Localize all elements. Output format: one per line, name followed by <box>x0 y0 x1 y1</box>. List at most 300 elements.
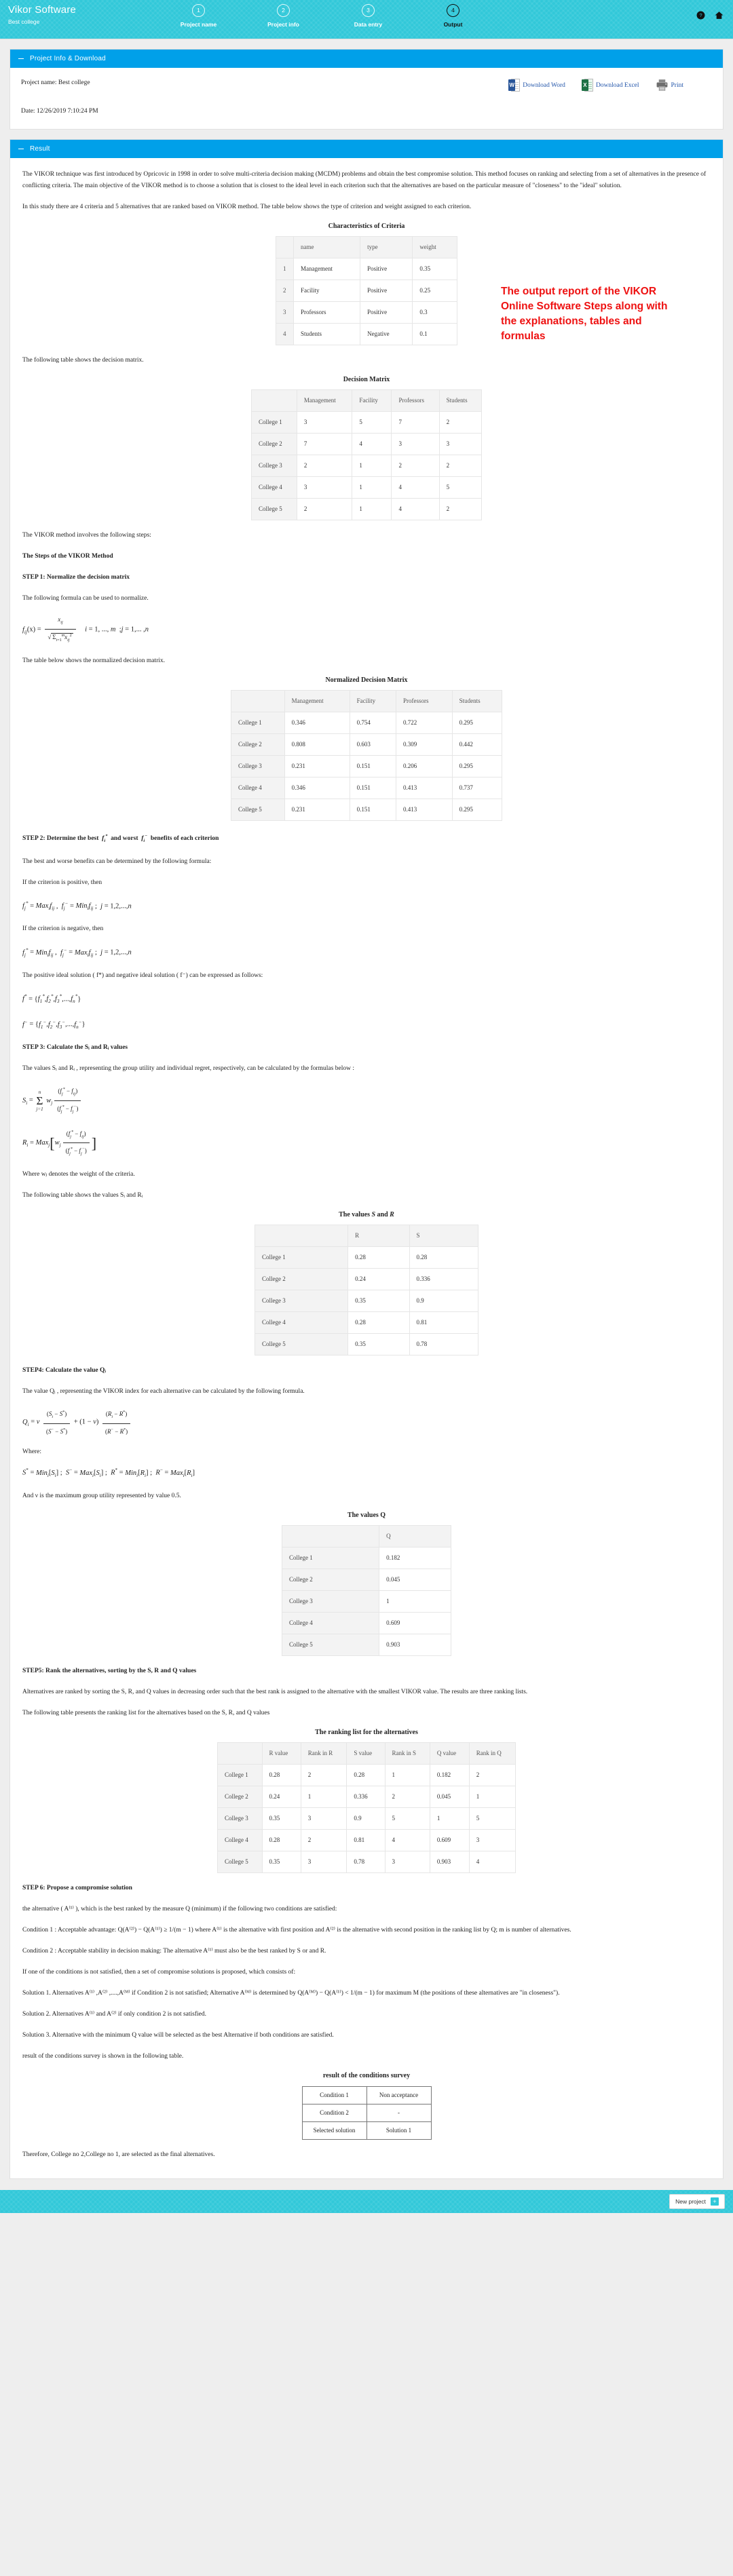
table-row <box>218 1764 516 1786</box>
criteria-col-type: type <box>360 237 413 258</box>
table-row <box>276 302 457 324</box>
project-info-panel-body <box>10 68 723 129</box>
rank-col-0 <box>218 1742 263 1764</box>
step-project-info[interactable] <box>241 4 326 28</box>
rank-col-q-value: Q value <box>430 1742 469 1764</box>
table-header-row <box>218 1742 516 1764</box>
dm-col-4: Students <box>439 390 481 412</box>
cell: 0.3 <box>413 302 457 324</box>
cell: Positive <box>360 258 413 280</box>
cell: 0.25 <box>413 280 457 302</box>
cell: 0.9 <box>409 1290 478 1312</box>
cell: 4 <box>469 1851 515 1872</box>
q-table-title: The values Q <box>347 1511 386 1519</box>
cell: 0.151 <box>350 799 396 820</box>
app-header <box>0 0 733 39</box>
step-3-number: 3 <box>362 4 375 17</box>
row-label: College 4 <box>282 1612 379 1634</box>
cell: Management <box>294 258 360 280</box>
step2-text2: If the criterion is positive, then <box>22 879 102 886</box>
table-row <box>282 1612 451 1634</box>
step2-heading-pre: STEP 2: Determine the best <box>22 834 99 842</box>
formula-positive-criterion: $f_j^* = Max_if_{ij}$ , $f_j^- = Min_if_{ij}$ ; j = 1,2,...,n <box>22 900 132 912</box>
steps-heading: The Steps of the VIKOR Method <box>22 553 113 560</box>
cell: 2 <box>385 1786 430 1807</box>
cell: 0.35 <box>348 1290 409 1312</box>
table-row <box>231 799 502 820</box>
cell: 0.28 <box>409 1247 478 1269</box>
solution-3-text: Solution 3. Alternative with the minimum Q value will be selected as the best Alternative if both conditions are satisfied. <box>22 2031 334 2039</box>
row-label: College 1 <box>218 1764 263 1786</box>
formula-si: $S_i$ = n Σ j=1 $w_j$ $\frac{(f_j^* - f_{ij})}{(f_j^* - f_j^-)}$ <box>22 1084 711 1117</box>
cell: Condition 1 <box>302 2086 366 2104</box>
table-row <box>231 755 502 777</box>
cell: 0.346 <box>284 712 350 733</box>
cell: 2 <box>439 412 481 434</box>
cell: 2 <box>297 455 352 477</box>
step1-text: The following formula can be used to normalize. <box>22 595 149 602</box>
cell: 5 <box>385 1807 430 1829</box>
norm-col-0 <box>231 690 285 712</box>
norm-col-2: Facility <box>350 690 396 712</box>
download-word-button[interactable] <box>508 79 565 92</box>
table-row <box>255 1247 478 1269</box>
step-project-name[interactable] <box>156 4 241 28</box>
word-icon: W <box>508 79 520 92</box>
table-row <box>231 733 502 755</box>
cell: 0.346 <box>284 777 350 799</box>
app-footer <box>0 2190 733 2213</box>
row-label: College 3 <box>255 1290 348 1312</box>
cell: 0.28 <box>348 1247 409 1269</box>
printer-icon <box>656 79 669 92</box>
table-row <box>231 712 502 733</box>
cell: Positive <box>360 302 413 324</box>
step3-text3: The following table shows the values Sᵢ and Rᵢ <box>22 1192 143 1199</box>
criteria-table-title: Characteristics of Criteria <box>328 223 405 230</box>
intro-paragraph-2: In this study there are 4 criteria and 5 alternatives that are ranked based on VIKOR method. The table below shows the type of criterion and weight assigned to each criterion. <box>22 204 472 210</box>
cell: 1 <box>352 477 392 499</box>
cell: 0.28 <box>347 1764 385 1786</box>
cell: 0.78 <box>347 1851 385 1872</box>
cell: Positive <box>360 280 413 302</box>
new-project-button[interactable] <box>669 2194 725 2209</box>
cell: Facility <box>294 280 360 302</box>
cell: 2 <box>439 499 481 520</box>
step2-text4: The positive ideal solution ( f*) and negative ideal solution ( f⁻) can be expressed as follows: <box>22 972 263 979</box>
cell: 1 <box>352 455 392 477</box>
cell: 2 <box>276 280 294 302</box>
step4-heading: STEP4: Calculate the value Qᵢ <box>22 1367 107 1374</box>
row-label: College 5 <box>255 1334 348 1356</box>
table-row <box>255 1334 478 1356</box>
row-label: College 1 <box>231 712 285 733</box>
step2-heading: STEP 2: Determine the best $f_i^*$ and worst $f_i^-$ benefits of each criterion <box>22 833 219 843</box>
cell: 0.903 <box>430 1851 469 1872</box>
formula-normalize: $f_{ij}(x)$ = $\frac{x_{ij}}{√ \Sigma_{i=1}^mx_{ij}^2}$ i = 1, ..., m ;j = 1,... ,n <box>22 614 711 646</box>
condition-2-text: Condition 2 : Acceptable stability in decision making: The alternative A⁽¹⁾ must also be the best ranked by S or and R. <box>22 1947 326 1955</box>
cell: 0.28 <box>262 1829 301 1851</box>
step-4-label: Output <box>443 21 463 28</box>
new-project-label: New project <box>675 2197 706 2205</box>
table-row <box>231 777 502 799</box>
cell: 2 <box>392 455 439 477</box>
download-excel-label: Download Excel <box>595 81 639 89</box>
sr-col-s: S <box>409 1225 478 1247</box>
cell: 0.603 <box>350 733 396 755</box>
formula-negative-criterion: $f_j^* = Min_if_{ij}$ , $f_j^- = Max_if_{ij}$ ; j = 1,2,...,n <box>22 947 132 958</box>
dm-col-0 <box>252 390 297 412</box>
step-output[interactable] <box>411 4 495 28</box>
cell: 3 <box>469 1829 515 1851</box>
survey-intro: result of the conditions survey is shown in the following table. <box>22 2052 184 2060</box>
help-icon[interactable] <box>696 11 705 20</box>
cell: 0.442 <box>452 733 502 755</box>
row-label: College 2 <box>231 733 285 755</box>
table-row <box>282 1569 451 1590</box>
table-header-row <box>231 690 502 712</box>
cell: 5 <box>439 477 481 499</box>
project-info-panel <box>10 49 723 130</box>
cell: 0.81 <box>347 1829 385 1851</box>
cell: 0.151 <box>350 755 396 777</box>
decision-matrix-intro: The following table shows the decision matrix. <box>22 357 144 364</box>
step-nav <box>156 0 696 28</box>
cell: 2 <box>301 1829 347 1851</box>
step4-where: Where: <box>22 1448 41 1455</box>
formula-ri: $R_i = Max_j[w_j$ $\frac{(f_j^* - f_{ij})}{(f_j^* - f_j^-)}$ ] <box>22 1127 711 1160</box>
step3-text2: Where wⱼ denotes the weight of the criteria. <box>22 1171 135 1178</box>
step-3-label: Data entry <box>354 21 383 28</box>
conditions-survey-table <box>302 2086 432 2140</box>
table-row <box>218 1829 516 1851</box>
cell: 0.35 <box>348 1334 409 1356</box>
criteria-col-index <box>276 237 294 258</box>
download-word-label: Download Word <box>523 81 565 89</box>
cell: 0.609 <box>430 1829 469 1851</box>
table-row <box>282 1547 451 1569</box>
rank-col-s-value: S value <box>347 1742 385 1764</box>
project-date-line: Date: 12/26/2019 7:10:24 PM <box>21 108 98 115</box>
decision-matrix-title: Decision Matrix <box>343 376 390 383</box>
row-label: College 2 <box>255 1269 348 1290</box>
cell: 0.722 <box>396 712 453 733</box>
cell: 1 <box>352 499 392 520</box>
step6-text1: the alternative ( A⁽¹⁾ ), which is the best ranked by the measure Q (minimum) if the following two conditions are satisfied: <box>22 1905 337 1912</box>
cell: 1 <box>379 1590 451 1612</box>
dm-col-2: Facility <box>352 390 392 412</box>
cell: 0.35 <box>262 1807 301 1829</box>
table-header-row <box>255 1225 478 1247</box>
print-label: Print <box>671 81 683 89</box>
print-button[interactable] <box>656 79 683 92</box>
cell: 1 <box>276 258 294 280</box>
cell: 0.413 <box>396 799 453 820</box>
step3-heading: STEP 3: Calculate the Sᵢ and Rᵢ values <box>22 1044 128 1052</box>
table-row <box>255 1312 478 1334</box>
dm-col-1: Management <box>297 390 352 412</box>
ranking-table <box>217 1742 516 1873</box>
cell: Selected solution <box>302 2121 366 2139</box>
row-label: College 5 <box>282 1634 379 1655</box>
solutions-intro: If one of the conditions is not satisfied, then a set of compromise solutions is proposed, which consists of: <box>22 1968 296 1976</box>
row-label: College 3 <box>252 455 297 477</box>
cell: Solution 1 <box>366 2121 431 2139</box>
criteria-col-name: name <box>294 237 360 258</box>
download-actions <box>508 75 723 92</box>
cell: 0.182 <box>379 1547 451 1569</box>
rank-col-r-value: R value <box>262 1742 301 1764</box>
cell: 3 <box>385 1851 430 1872</box>
row-label: College 4 <box>252 477 297 499</box>
ranking-table-title: The ranking list for the alternatives <box>315 1728 418 1736</box>
collapse-icon[interactable] <box>18 58 24 60</box>
cell: 3 <box>301 1807 347 1829</box>
formula-qi: $Q_i = v$ $\frac{(S_i - S^*)}{(S^- - S^*)}$ + (1 − v) $\frac{(R_i - R^*)}{(R^- - R^*)}$ <box>22 1407 711 1437</box>
formula-negative-ideal-set: $f^- = \{f_1^-,f_2^-,f_3^-,...,f_n^-\}$ <box>22 1019 86 1031</box>
step-data-entry[interactable] <box>326 4 411 28</box>
table-row <box>302 2121 431 2139</box>
result-panel <box>10 139 723 2179</box>
cell: 0.24 <box>348 1269 409 1290</box>
cell: 1 <box>385 1764 430 1786</box>
normalized-matrix-title: Normalized Decision Matrix <box>325 676 408 684</box>
cell: 0.78 <box>409 1334 478 1356</box>
cell: 0.295 <box>452 712 502 733</box>
table-row <box>252 434 482 455</box>
cell: 5 <box>469 1807 515 1829</box>
row-label: College 5 <box>231 799 285 820</box>
cell: 7 <box>392 412 439 434</box>
rank-col-rank-s: Rank in S <box>385 1742 430 1764</box>
row-label: College 1 <box>282 1547 379 1569</box>
row-label: College 1 <box>255 1247 348 1269</box>
download-excel-button[interactable] <box>582 79 639 92</box>
cell: 2 <box>469 1764 515 1786</box>
row-label: College 3 <box>282 1590 379 1612</box>
cell: 0.309 <box>396 733 453 755</box>
table-row <box>252 499 482 520</box>
cell: 0.231 <box>284 799 350 820</box>
table-row <box>302 2086 431 2104</box>
collapse-icon[interactable] <box>18 149 24 150</box>
table-row <box>252 477 482 499</box>
row-label: College 3 <box>231 755 285 777</box>
cell: 0.045 <box>379 1569 451 1590</box>
cell: 0.045 <box>430 1786 469 1807</box>
cell: 0.903 <box>379 1634 451 1655</box>
criteria-table <box>276 236 457 345</box>
cell: 0.754 <box>350 712 396 733</box>
formula-positive-ideal-set: $f^* = \{f_1^*,f_2^*,f_3^*,...,f_n^*\}$ <box>22 993 81 1005</box>
result-panel-title: Result <box>30 145 50 153</box>
plus-icon: + <box>711 2197 719 2206</box>
project-info-row <box>10 75 723 117</box>
table-row <box>218 1851 516 1872</box>
cell: 3 <box>392 434 439 455</box>
cell: 4 <box>352 434 392 455</box>
home-icon[interactable] <box>715 11 723 20</box>
row-label: College 2 <box>282 1569 379 1590</box>
table-row <box>252 412 482 434</box>
step4-text2: And ν is the maximum group utility represented by value 0.5. <box>22 1492 181 1499</box>
table-header-row <box>276 237 457 258</box>
table-row <box>218 1786 516 1807</box>
svg-text:?: ? <box>699 12 702 19</box>
cell: 0.737 <box>452 777 502 799</box>
dm-col-3: Professors <box>392 390 439 412</box>
step1-after-text: The table below shows the normalized decision matrix. <box>22 657 165 664</box>
cell: 0.808 <box>284 733 350 755</box>
cell: 5 <box>352 412 392 434</box>
cell: 4 <box>392 499 439 520</box>
rank-col-rank-r: Rank in R <box>301 1742 347 1764</box>
sr-col-r: R <box>348 1225 409 1247</box>
row-label: College 2 <box>218 1786 263 1807</box>
cell: 4 <box>392 477 439 499</box>
cell: 7 <box>297 434 352 455</box>
table-header-row <box>252 390 482 412</box>
cell: - <box>366 2104 431 2121</box>
cell: 2 <box>297 499 352 520</box>
cell: 0.1 <box>413 324 457 345</box>
solution-2-text: Solution 2. Alternatives A⁽¹⁾ and A⁽²⁾ if only condition 2 is not satisfied. <box>22 2010 206 2018</box>
table-row <box>302 2104 431 2121</box>
cell: Students <box>294 324 360 345</box>
step2-text3: If the criterion is negative, then <box>22 925 104 933</box>
cell: 0.231 <box>284 755 350 777</box>
cell: Negative <box>360 324 413 345</box>
decision-matrix-table <box>251 389 482 520</box>
rank-col-rank-q: Rank in Q <box>469 1742 515 1764</box>
cell: 0.182 <box>430 1764 469 1786</box>
table-row <box>218 1807 516 1829</box>
row-label: College 1 <box>252 412 297 434</box>
normalized-matrix-table <box>231 690 502 821</box>
table-row <box>282 1590 451 1612</box>
brand <box>0 0 156 26</box>
cell: 0.336 <box>347 1786 385 1807</box>
table-row <box>276 280 457 302</box>
project-subtitle: Best college <box>8 18 40 25</box>
table-row <box>276 258 457 280</box>
table-header-row <box>282 1525 451 1547</box>
cell: 2 <box>439 455 481 477</box>
step-1-label: Project name <box>180 21 217 28</box>
cell: 0.81 <box>409 1312 478 1334</box>
solution-1-text: Solution 1. Alternatives A⁽¹⁾ ,A⁽²⁾ ,....,A⁽ᴹ⁾ if Condition 2 is not satisfied; Alternative A⁽ᴹ⁾ is determined by Q(A⁽ᴹ⁾) − Q(A⁽¹⁾) < 1/(m − 1) for maximum M (the positions of these alternatives are "in closeness"). <box>22 1989 560 1997</box>
table-row <box>255 1290 478 1312</box>
cell: Condition 2 <box>302 2104 366 2121</box>
cell: 1 <box>469 1786 515 1807</box>
header-icons <box>696 0 733 20</box>
condition-1-text: Condition 1 : Acceptable advantage: Q(A⁽²⁾) − Q(A⁽¹⁾) ≥ 1/(m − 1) where A⁽¹⁾ is the alternative with first position and A⁽²⁾ is the alternative with second position in the ranking list by Q; m is number of alternatives. <box>22 1926 571 1934</box>
cell: 2 <box>301 1764 347 1786</box>
step5-text1: Alternatives are ranked by sorting the S, R, and Q values in decreasing order such that the best rank is assigned to the alternative with the smallest VIKOR value. The results are three ranking lists. <box>22 1688 528 1695</box>
cell: 0.151 <box>350 777 396 799</box>
project-name-line: Project name: Best college <box>21 79 90 86</box>
step3-text1: The values Sᵢ and Rᵢ , representing the group utility and individual regret, respectively, can be calculated by the formulas below : <box>22 1065 354 1073</box>
cell: 4 <box>276 324 294 345</box>
excel-icon: X <box>582 79 593 92</box>
row-label: College 4 <box>255 1312 348 1334</box>
step-4-number: 4 <box>447 4 459 17</box>
result-panel-body <box>10 158 723 2178</box>
cell: Non acceptance <box>366 2086 431 2104</box>
step-2-label: Project info <box>267 21 299 28</box>
app-title: Vikor Software <box>8 4 77 16</box>
row-label: College 5 <box>218 1851 263 1872</box>
step2-heading-post: benefits of each criterion <box>150 834 219 842</box>
row-label: College 4 <box>231 777 285 799</box>
cell: 0.336 <box>409 1269 478 1290</box>
cell: 0.206 <box>396 755 453 777</box>
sr-col-0 <box>255 1225 348 1247</box>
cell: 3 <box>297 477 352 499</box>
step1-heading: STEP 1: Normalize the decision matrix <box>22 574 130 581</box>
criteria-col-weight: weight <box>413 237 457 258</box>
cell: 0.35 <box>262 1851 301 1872</box>
formula-q-extremes: $S^* = Min_i[S_i]$ ; $S^- = Max_i[S_i]$ ; $R^* = Min_i[R_i]$ ; $R^- = Max_i[R_i]$ <box>22 1467 195 1478</box>
row-label: College 2 <box>252 434 297 455</box>
cell: 4 <box>385 1829 430 1851</box>
cell: Professors <box>294 302 360 324</box>
project-info-text <box>10 75 508 117</box>
cell: 0.295 <box>452 755 502 777</box>
cell: 0.24 <box>262 1786 301 1807</box>
q-col-0 <box>282 1525 379 1547</box>
step5-heading: STEP5: Rank the alternatives, sorting by the S, R and Q values <box>22 1667 197 1674</box>
cell: 1 <box>301 1786 347 1807</box>
cell: 3 <box>439 434 481 455</box>
step2-heading-mid: and worst <box>111 834 138 842</box>
survey-table-title: result of the conditions survey <box>322 2071 411 2079</box>
step6-heading: STEP 6: Propose a compromise solution <box>22 1884 132 1891</box>
project-info-panel-title: Project Info & Download <box>30 55 106 62</box>
cell: 0.28 <box>262 1764 301 1786</box>
cell: 0.35 <box>413 258 457 280</box>
row-label: College 3 <box>218 1807 263 1829</box>
norm-col-4: Students <box>452 690 502 712</box>
cell: 0.609 <box>379 1612 451 1634</box>
cell: 3 <box>297 412 352 434</box>
table-row <box>276 324 457 345</box>
project-info-panel-header[interactable] <box>10 50 723 68</box>
table-row <box>282 1634 451 1655</box>
cell: 0.28 <box>348 1312 409 1334</box>
cell: 3 <box>276 302 294 324</box>
result-panel-header[interactable] <box>10 140 723 158</box>
cell: 1 <box>430 1807 469 1829</box>
table-row <box>252 455 482 477</box>
row-label: College 5 <box>252 499 297 520</box>
step-2-number: 2 <box>277 4 290 17</box>
intro-paragraph-1: The VIKOR technique was first introduced by Opricovic in 1998 in order to solve multi-criteria decision making (MCDM) problems and obtain the best compromise solution. This method focuses on ranking and selecting from a set of alternatives in the presence of conflicting criteria. The main objective of the VIKOR method is to choose a solution that is closest to the ideal level in each criterion such that the alternatives are based on the particular measure of "closeness" to the "ideal" solution. <box>22 171 707 189</box>
norm-col-3: Professors <box>396 690 453 712</box>
sr-table <box>255 1225 478 1356</box>
cell: 0.9 <box>347 1807 385 1829</box>
step5-text2: The following table presents the ranking list for the alternatives based on the S, R, and Q values <box>22 1709 270 1716</box>
step2-text1: The best and worse benefits can be determined by the following formula: <box>22 858 212 865</box>
sr-table-title: The values S and R <box>339 1211 394 1219</box>
annotation-callout: The output report of the VIKOR Online Software Steps along with the explanations, tables and formulas <box>501 286 668 342</box>
step4-text1: The value Qᵢ , representing the VIKOR index for each alternative can be calculated by the following formula. <box>22 1388 305 1396</box>
method-steps-intro: The VIKOR method involves the following steps: <box>22 532 151 539</box>
norm-col-1: Management <box>284 690 350 712</box>
q-col-q: Q <box>379 1525 451 1547</box>
cell: 0.413 <box>396 777 453 799</box>
conclusion-text: Therefore, College no 2,College no 1, are selected as the final alternatives. <box>22 2151 215 2158</box>
